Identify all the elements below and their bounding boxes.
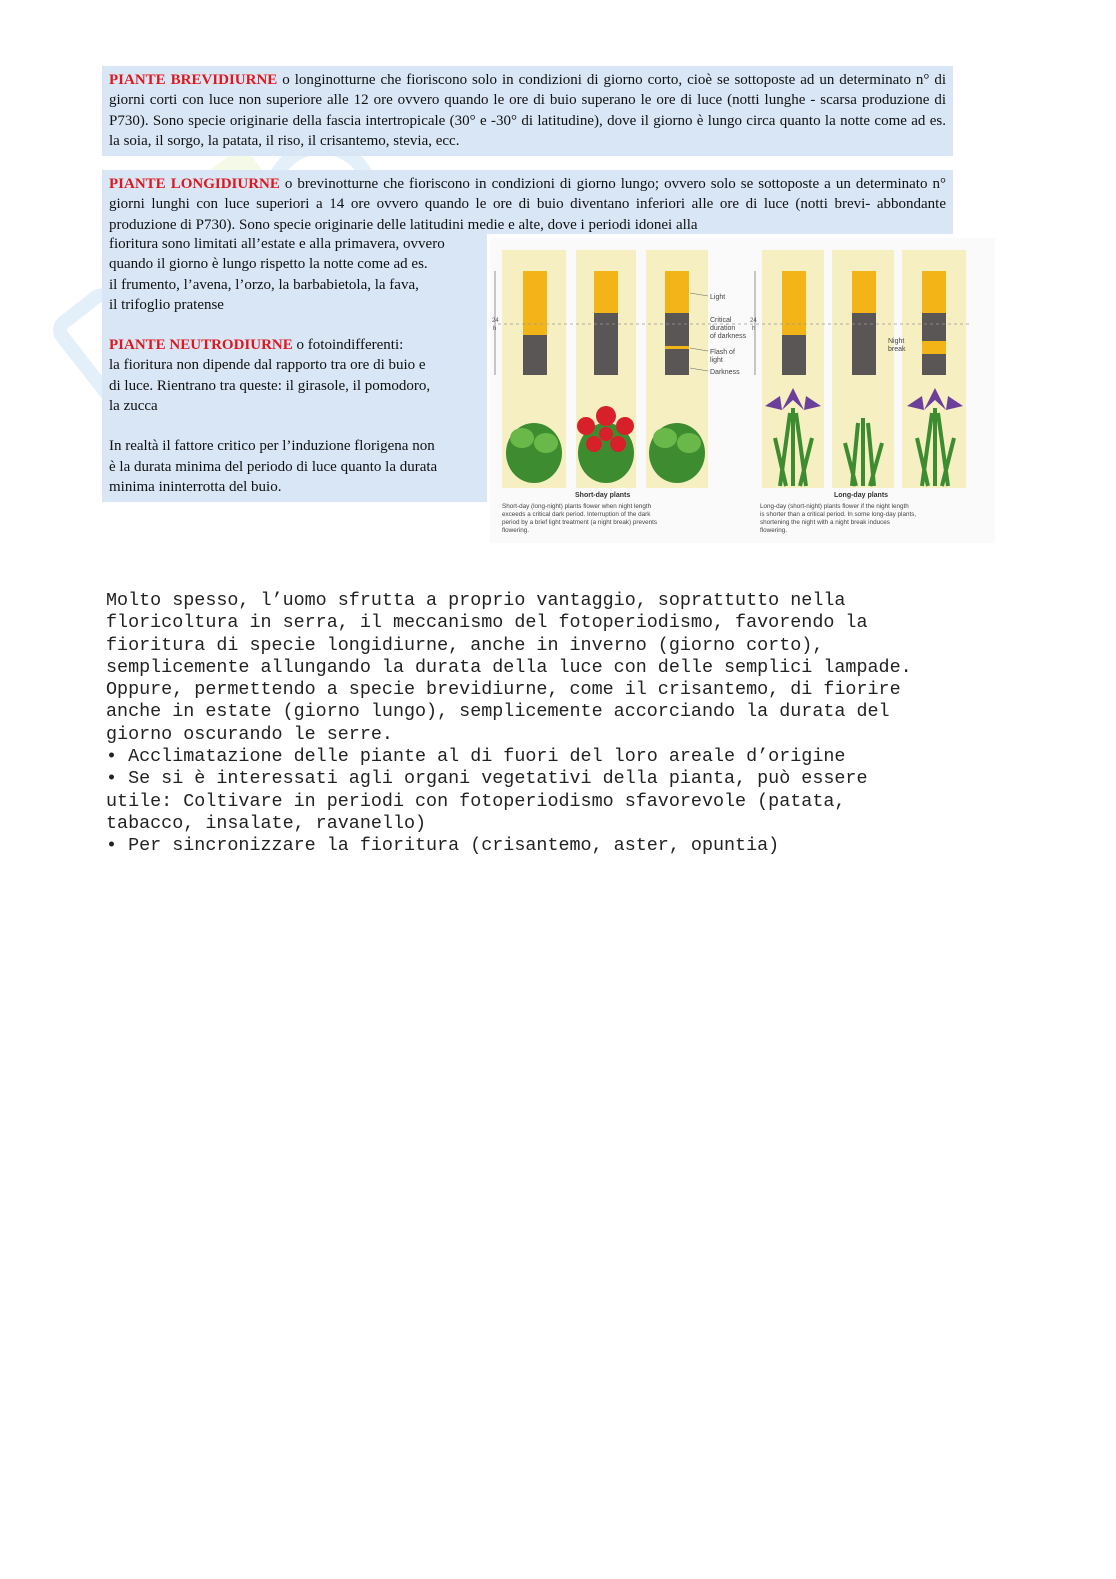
- bar-dark: [594, 313, 618, 375]
- brevidiurne-text: o longinotturne che fioriscono solo in condizioni di giorno corto, cioè se sottoposte ad un determinato n° di giorni corti con luce non superiore alle 12 ore ovvero quando le ore di buio superano le ore di luce (notti lunghe - scarsa produzione di P730). Sono specie originarie della fascia intertropicale (30° e -30° di latitudine), dove il giorno è lungo circa quanto la notte come ad es. la soia, il sorgo, la patata, il riso, il crisantemo, stevia, ecc.: [109, 72, 947, 149]
- long-day-title: Long-day plants: [834, 492, 889, 499]
- neutro-line: la fioritura non dipende dal rapporto tra ore di buio e: [109, 357, 426, 374]
- short-caption-1: Short-day (long-night) plants flower when night length: [502, 503, 652, 510]
- label-night-2: break: [888, 346, 906, 353]
- short-caption-3: period by a brief light treatment (a night break) prevents: [502, 519, 658, 526]
- continuation-box: [102, 234, 487, 502]
- neutrodiurne-suffix: o fotoindifferenti:: [292, 337, 404, 354]
- label-night-1: Night: [888, 338, 905, 345]
- final-line: In realtà il fattore critico per l’induzione florigena non: [109, 438, 435, 455]
- body-text: [106, 590, 1026, 858]
- final-line: è la durata minima del periodo di luce quanto la durata: [109, 458, 438, 475]
- body-paragraph: Molto spesso, l’uomo sfrutta a proprio vantaggio, soprattutto nella floricoltura in serra, il meccanismo del fotoperiodismo, favorendo la fioritura di specie longidiurne, anche in inverno (giorno corto), semplicemente allungando la durata della luce con delle semplici lampade. Oppure, permettendo a specie brevidiurne, come il crisantemo, di fiorire anche in estate (giorno lungo), semplicemente accorciando la durata del giorno oscurando le serre.: [106, 590, 912, 745]
- bush-plant-3: [649, 423, 705, 483]
- bar-night-break: [922, 341, 946, 354]
- label-light: Light: [710, 294, 726, 301]
- label-flash-2: light: [710, 357, 723, 364]
- label-h-right: h: [752, 326, 756, 332]
- neutro-line: di luce. Rientrano tra queste: il girasole, il pomodoro,: [109, 377, 431, 394]
- label-darkness: Darkness: [710, 369, 740, 376]
- bar-light: [922, 271, 946, 313]
- label-24-left: 24: [492, 318, 499, 324]
- label-flash-1: Flash of: [710, 349, 735, 356]
- bar-dark: [523, 335, 547, 375]
- bar-light: [523, 271, 547, 335]
- short-caption-4: flowering.: [502, 527, 529, 534]
- bar-dark: [852, 313, 876, 375]
- neutrodiurne-title: PIANTE NEUTRODIURNE: [109, 337, 293, 354]
- brevidiurne-box: [102, 66, 953, 156]
- label-critical-3: of darkness: [710, 333, 747, 340]
- long-caption-2: is shorter than a critical period. In some long-day plants,: [760, 511, 917, 518]
- long-caption-3: shortening the night with a night break induces: [760, 519, 890, 526]
- longidiurne-title: PIANTE LONGIDIURNE: [109, 176, 280, 192]
- bullet-acclimatazione: • Acclimatazione delle piante al di fuori del loro areale d’origine: [106, 746, 846, 768]
- cont-line: il trifoglio pratense: [109, 296, 224, 313]
- label-critical-2: duration: [710, 325, 736, 332]
- short-day-title: Short-day plants: [575, 492, 631, 499]
- bar-dark: [782, 335, 806, 375]
- bullet-organi-vegetativi: • Se si è interessati agli organi vegetativi della pianta, può essere utile: Coltivare in periodi con fotoperiodismo sfavorevole (patata, tabacco, insalate, ravanello): [106, 768, 868, 834]
- cont-line: fioritura sono limitati all’estate e alla primavera, ovvero: [109, 236, 445, 252]
- bar-dark: [665, 313, 689, 375]
- brevidiurne-title: PIANTE BREVIDIURNE: [109, 72, 278, 88]
- bar-light: [782, 271, 806, 335]
- label-critical-1: Critical: [710, 317, 732, 324]
- long-caption-1: Long-day (short-night) plants flower if the night length: [760, 503, 909, 510]
- photoperiod-figure: [490, 238, 995, 543]
- bar-flash: [665, 346, 689, 349]
- bush-plant-1: [506, 423, 562, 483]
- longidiurne-box: [102, 170, 953, 234]
- long-caption-4: flowering.: [760, 527, 787, 534]
- bar-light: [665, 271, 689, 313]
- neutro-line: la zucca: [109, 398, 158, 415]
- label-24-right: 24: [750, 318, 757, 324]
- final-line: minima ininterrotta del buio.: [109, 478, 282, 495]
- cont-line: il frumento, l’avena, l’orzo, la barbabietola, la fava,: [109, 276, 419, 293]
- bar-light: [594, 271, 618, 313]
- short-caption-2: exceeds a critical dark period. Interruption of the dark: [502, 511, 651, 518]
- bar-light: [852, 271, 876, 313]
- cont-line: quando il giorno è lungo rispetto la notte come ad es.: [109, 256, 428, 273]
- bullet-sincronizzare: • Per sincronizzare la fioritura (crisantemo, aster, opuntia): [106, 835, 780, 857]
- label-h-left: h: [493, 326, 497, 332]
- flowering-bush: [577, 406, 634, 483]
- longidiurne-text: o brevinotturne che fioriscono in condizioni di giorno lungo; ovvero solo se sottoposte a un determinato n° giorni lunghi con luce superiori a 14 ore ovvero quando le ore di buio diventano inferiori alle ore di luce (notti brevi- abbondante produzione di P730). Sono specie originarie delle latitudini medie e alte, dove i periodi idonei alla: [109, 176, 946, 233]
